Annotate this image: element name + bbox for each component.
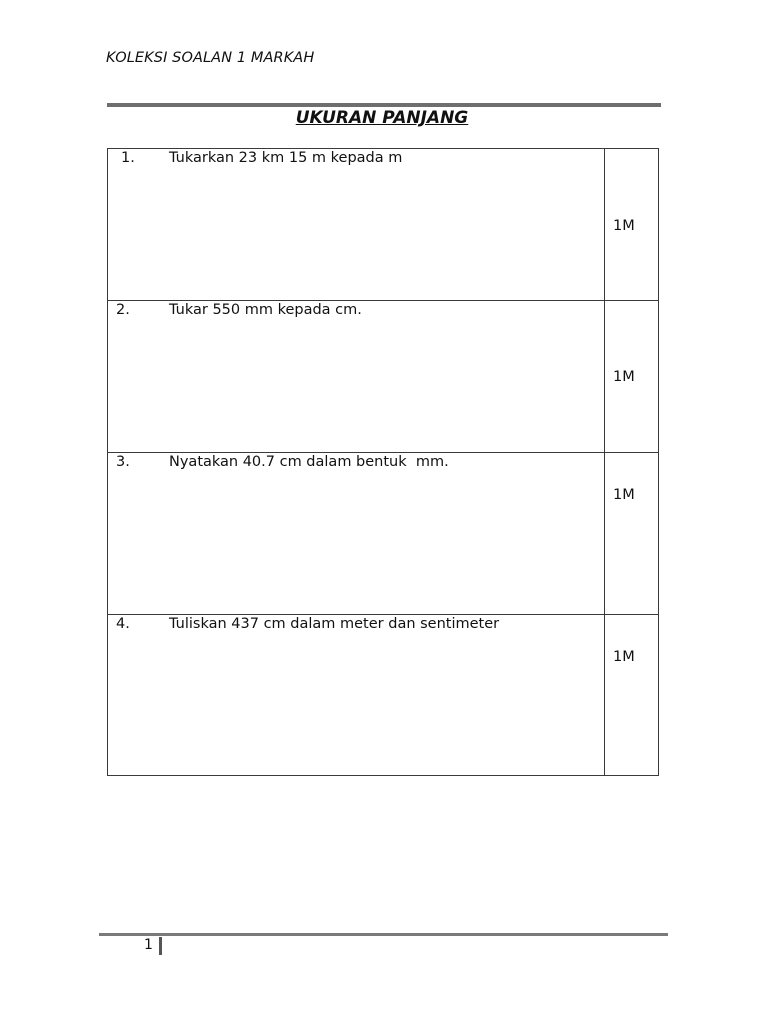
question-cell (108, 301, 605, 453)
question-row-4 (108, 615, 659, 776)
mark-cell (605, 149, 659, 301)
question-text: Tukarkan 23 km 15 m kepada m (169, 150, 403, 166)
mark-label: 1M (613, 218, 635, 234)
question-row-1 (108, 149, 659, 301)
questions-table (107, 148, 659, 776)
mark-label: 1M (613, 369, 635, 385)
footer-rule (99, 933, 668, 936)
mark-cell (605, 453, 659, 615)
question-row-3 (108, 453, 659, 615)
question-number: 2. (116, 302, 130, 318)
mark-label: 1M (613, 649, 635, 665)
question-cell (108, 149, 605, 301)
question-number: 4. (116, 616, 130, 632)
question-text: Tuliskan 437 cm dalam meter dan sentimeter (169, 616, 500, 632)
question-number: 1. (121, 150, 135, 166)
page-number-bar (159, 937, 162, 955)
question-cell (108, 615, 605, 776)
page-number: 1 (144, 937, 153, 953)
question-text: Tukar 550 mm kepada cm. (169, 302, 362, 318)
question-row-2 (108, 301, 659, 453)
mark-cell (605, 301, 659, 453)
document-title: UKURAN PANJANG (295, 108, 469, 128)
question-text: Nyatakan 40.7 cm dalam bentuk mm. (169, 454, 449, 470)
header-rule (107, 103, 661, 107)
mark-label: 1M (613, 487, 635, 503)
document-header: KOLEKSI SOALAN 1 MARKAH (106, 50, 315, 66)
question-cell (108, 453, 605, 615)
mark-cell (605, 615, 659, 776)
question-number: 3. (116, 454, 130, 470)
